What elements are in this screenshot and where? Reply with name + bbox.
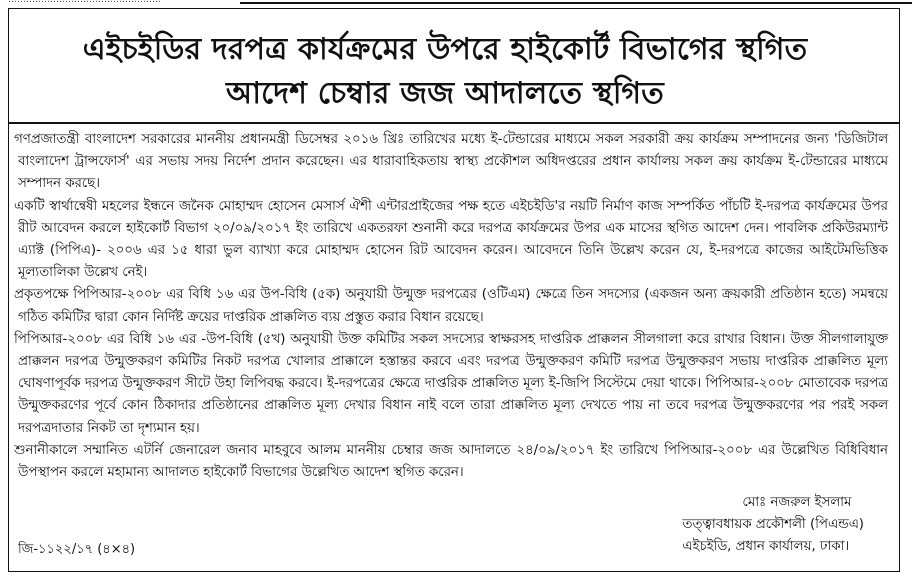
signatory-name: মোঃ নজরুল ইসলাম [742,495,852,510]
cropped-top-text: …………………………………………… [8,0,161,5]
signature-block [682,492,864,558]
notice-body [14,129,888,484]
headline-line-2: আদেশ চেম্বার জজ আদালতে স্থগিত [225,76,665,111]
paragraph-1: গণপ্রজাতন্ত্রী বাংলাদেশ সরকারের মাননীয় প্রধানমন্ত্রী ডিসেম্বর ২০১৬ খ্রিঃ তারিখের মধ্যে ই-টেন্ডারের মাধ্যমে সকল সরকারী ক্রয় কার্যক্রম সম্পাদনের জন্য 'ডিজিটাল বাংলাদেশ ট্রান্সফোর্স' এর সভায় সদয় নির্দেশ প্রদান করেছেন। এর ধারাবাহিকতায় স্বাস্থ্য প্রকৌশল অধিদপ্তরের প্রধান কার্যালয় সকল ক্রয় কার্যক্রম ই-টেন্ডারের মাধ্যমে সম্পাদন করছে। [14,132,888,192]
paragraph-5: শুনানীকালে সম্মানিত এটর্নি জেনারেল জনাব মাহবুবে আলম মাননীয় চেম্বার জজ আদালতে ২৪/০৯/২০১৭ ইং তারিখে পিপিআর-২০০৮ এর উল্লেখিত বিধিবিধান উপস্থাপন করলে মহামান্য আদালত হাইকোর্ট বিভাগের উল্লেখিত আদেশ স্থগিত করেন। [14,442,888,481]
headline-divider [9,122,900,124]
reference-code: জি-১১২২/১৭ (৪×৪) [18,542,136,557]
top-edge [0,0,912,6]
headline-line-1: এইচইডির দরপত্র কার্যক্রমের উপরে হাইকোর্ট বিভাগের স্থগিত [82,32,808,67]
paragraph-4: পিপিআর-২০০৮ এর বিধি ১৬ এর -উপ-বিধি (৫খ) অনুযায়ী উক্ত কমিটির সকল সদস্যের স্বাক্ষরসহ দাপ্তরিক প্রাক্কলন সীলগালা করে রাখার বিধান। উক্ত সীলগালাযুক্ত প্রাক্কলন দরপত্র উন্মুক্তকরণ কমিটির নিকট দরপত্র খোলার প্রাক্কালে হস্তান্তর করবে এবং দরপত্র উন্মুক্তকরণ কমিটি দরপত্র উন্মুক্তকরণ সভায় দাপ্তরিক প্রাক্কলিত মূল্য ঘোষণাপূর্বক দরপত্র উন্মুক্তকরণ সীটে উহা লিপিবদ্ধ করবে। ই-দরপত্রের ক্ষেত্রে দাপ্তরিক প্রাক্কলিত মূল্য ই-জিপি সিস্টেমে দেয়া থাকে। পিপিআর-২০০৮ মোতাবেক দরপত্র উন্মুক্তকরণের পূর্বে কোন ঠিকাদার প্রতিষ্ঠানের প্রাক্কলিত মূল্য দেখার বিধান নাই বলে তারা প্রাক্কলিত মূল্য দেখতে পায় না তবে দরপত্র উন্মুক্তকরণের পর পরই সকল দরপত্রদাতার নিকট তা দৃশ্যমান হয়। [14,331,888,436]
top-rule [240,2,912,4]
signatory-designation: তত্ত্বাবধায়ক প্রকৌশলী (পিএন্ডএ) [682,517,864,532]
paragraph-3: প্রকৃতপক্ষে পিপিআর-২০০৮ এর বিধি ১৬ এর উপ-বিধি (৫ক) অনুযায়ী উন্মুক্ত দরপত্রের (ওটিএম) ক্ষেত্রে তিন সদস্যের (একজন অন্য ক্রয়কারী প্রতিষ্ঠান হতে) সমন্বয়ে গঠিত কমিটির দ্বারা কোন নির্দিষ্ট ক্রয়ের দাপ্তরিক প্রাক্কলিত ব্যয় প্রস্তুত করার বিধান রয়েছে। [14,287,888,325]
signatory-office: এইচইডি, প্রধান কার্যালয়, ঢাকা। [682,539,850,554]
paragraph-2: একটি স্বার্থান্বেষী মহলের ইন্ধনে জনৈক মোহাম্মদ হোসেন মেসার্স ঐশী এন্টারপ্রাইজের পক্ষ হতে এইচইডি'র নয়টি নির্মাণ কাজ সম্পর্কিত পাঁচটি ই-দরপত্র কার্যক্রমের উপর রীট আবেদন করলে হাইকোর্ট বিভাগ ২০/০৯/২০১৭ ইং তারিখে একতরফা শুনানী করে দরপত্র কার্যক্রমের উপর এক মাসের স্থগিত আদেশ দেন। পাবলিক প্রকিউরম্যান্ট এ্যাক্ট (পিপিএ)- ২০০৬ এর ১৫ ধারা ভুল ব্যাখ্যা করে মোহাম্মদ হোসেন রিট আবেদন করেন। আবেদনে তিনি উল্লেখ করেন যে, ই-দরপত্রে কাজের আইটেমভিত্তিক মূল্যতালিকা উল্লেখ নেই। [14,198,888,281]
